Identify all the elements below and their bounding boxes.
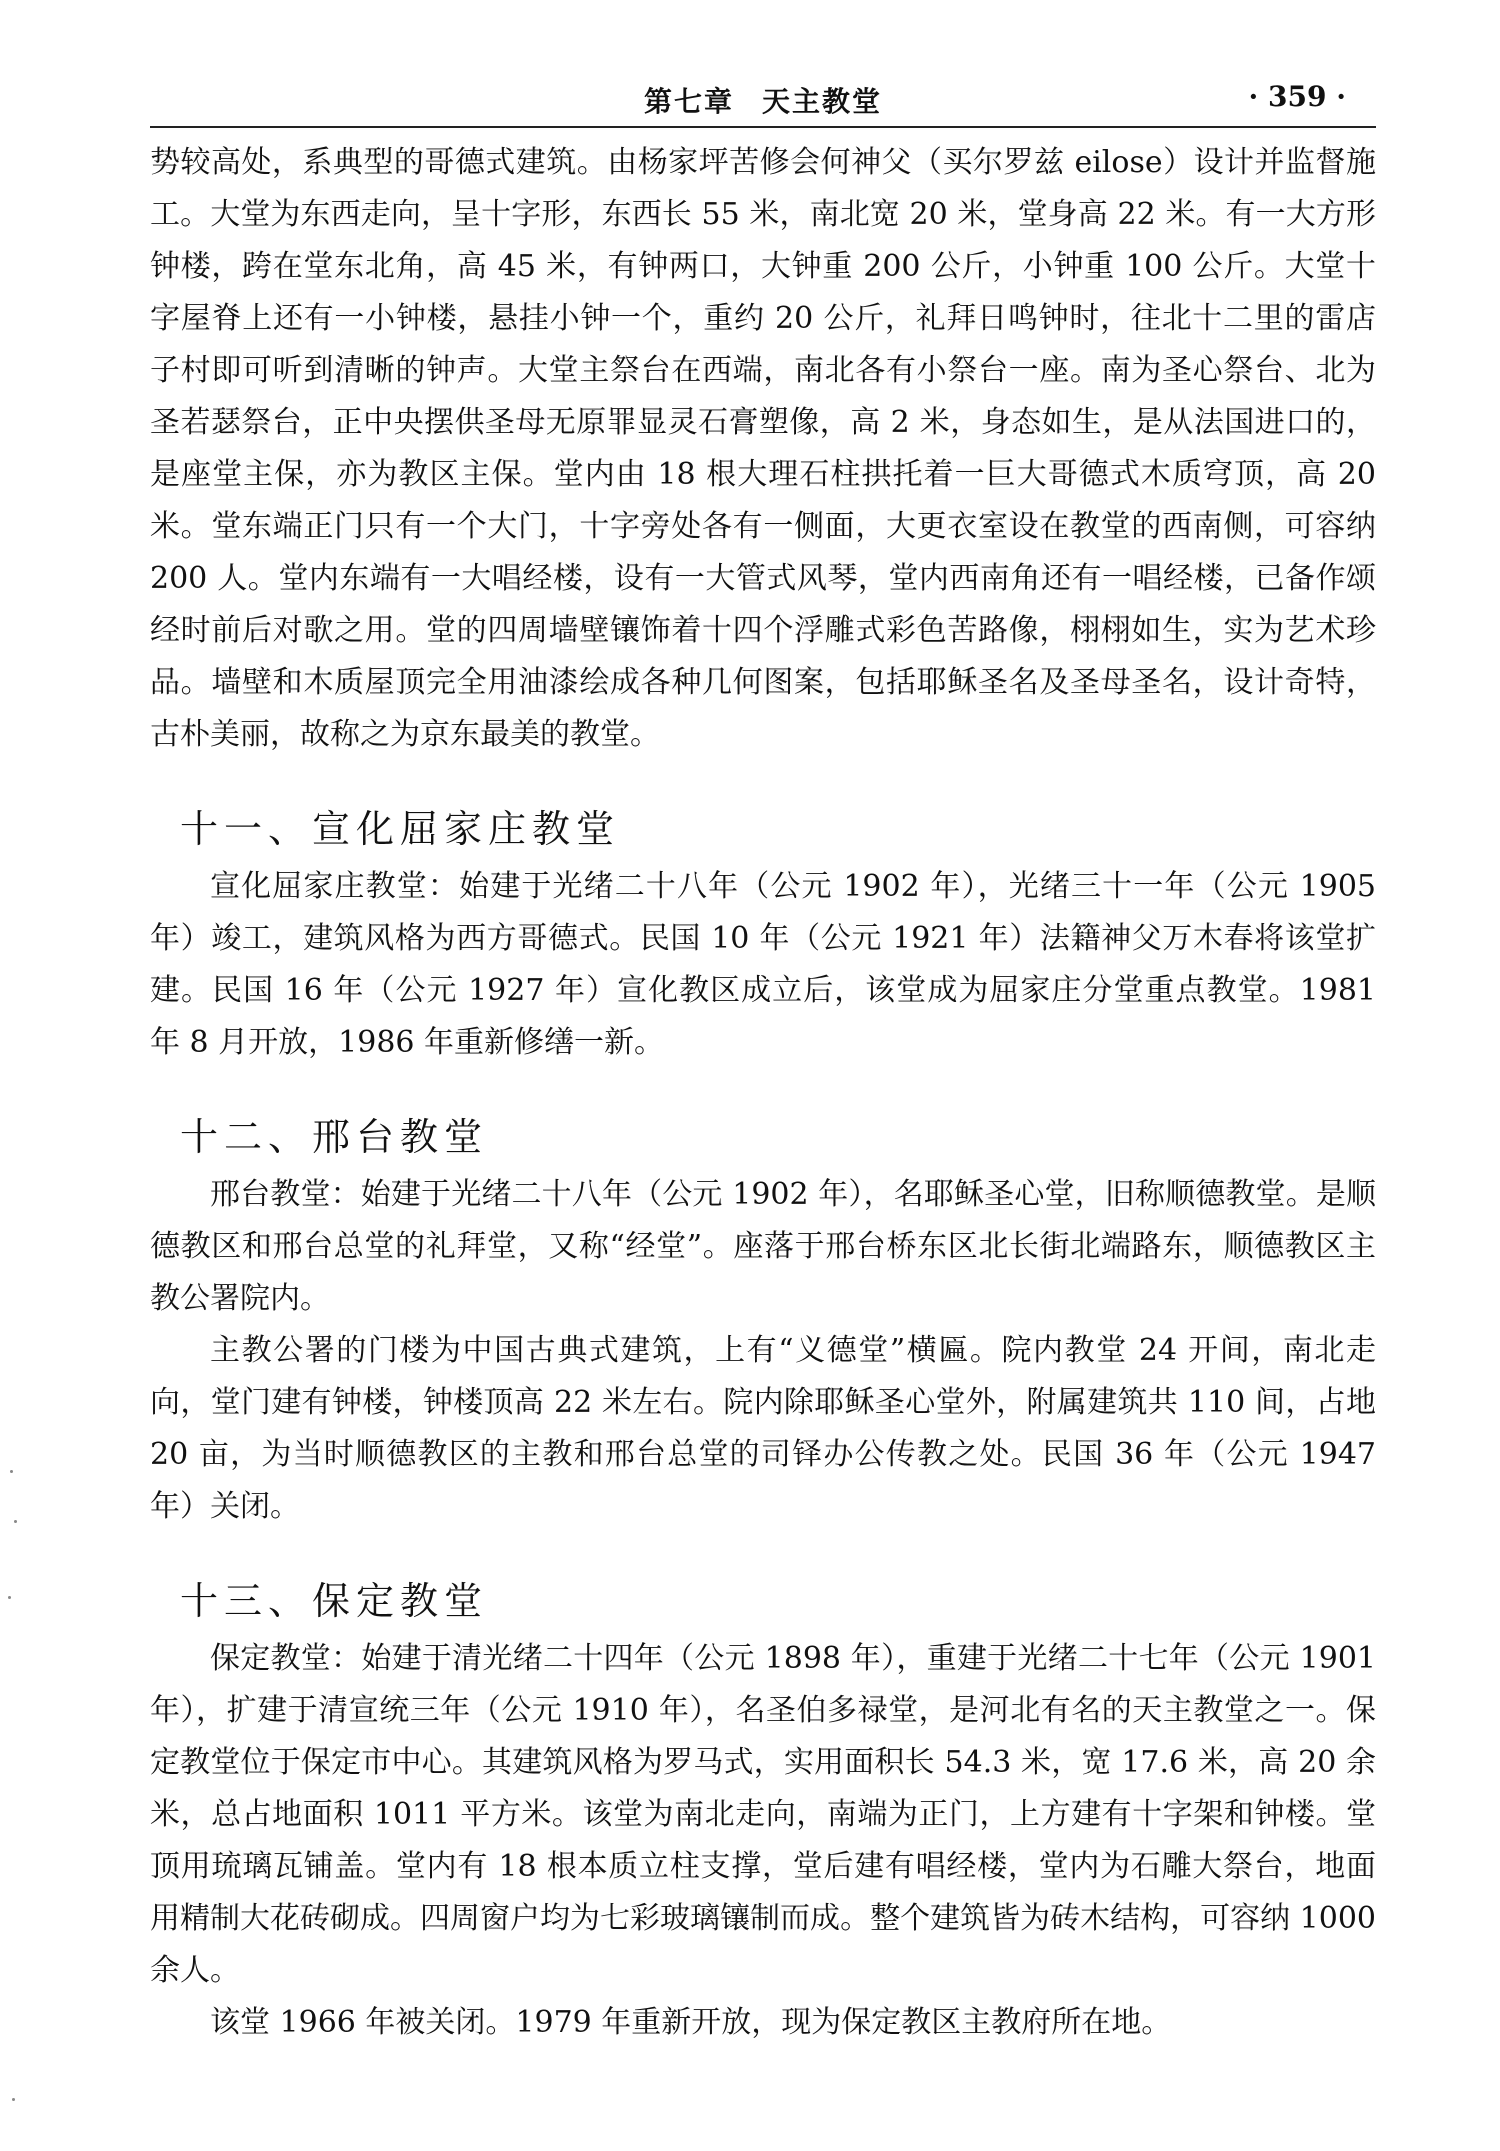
spacer — [150, 853, 1376, 861]
paragraph-xingtai-2: 主教公署的门楼为中国古典式建筑，上有“义德堂”横匾。院内教堂 24 开间，南北走向，堂门建有钟楼，钟楼顶高 22 米左右。院内除耶稣圣心堂外，附属建筑共 110 间，占地 20 亩，为当时顺德教区的主教和邢台总堂的司铎办公传教之处。民国 36 年（公元 1947 年）关闭。 — [150, 1333, 1376, 1524]
chapter-number: 第七章 — [643, 85, 734, 118]
spacer — [150, 1069, 1376, 1113]
paragraph-xingtai-1: 邢台教堂：始建于光绪二十八年（公元 1902 年），名耶稣圣心堂，旧称顺德教堂。是顺德教区和邢台总堂的礼拜堂，又称“经堂”。座落于邢台桥东区北长街北端路东，顺德教区主教公署院内。 — [150, 1177, 1376, 1316]
paragraph-xuanhua: 宣化屈家庄教堂：始建于光绪二十八年（公元 1902 年），光绪三十一年（公元 1905 年）竣工，建筑风格为西方哥德式。民国 10 年（公元 1921 年）法籍神父万木春将该堂扩建。民国 16 年（公元 1927 年）宣化教区成立后，该堂成为屈家庄分堂重点教堂。1981 年 8 月开放，1986 年重新修缮一新。 — [150, 869, 1376, 1060]
spacer — [150, 761, 1376, 805]
spacer — [150, 1161, 1376, 1169]
section-heading-11: 十一、宣化屈家庄教堂 — [180, 807, 621, 851]
section-heading-12: 十二、邢台教堂 — [180, 1115, 489, 1159]
spacer — [150, 1533, 1376, 1577]
running-header — [150, 76, 1376, 128]
scan-speck — [14, 1520, 17, 1523]
paragraph-continued: 势较高处，系典型的哥德式建筑。由杨家坪苦修会何神父（买尔罗兹 eilose）设计并监督施工。大堂为东西走向，呈十字形，东西长 55 米，南北宽 20 米，堂身高 22 米。有一大方形钟楼，跨在堂东北角，高 45 米，有钟两口，大钟重 200 公斤，小钟重 100 公斤。大堂十字屋脊上还有一小钟楼，悬挂小钟一个，重约 20 公斤，礼拜日鸣钟时，往北十二里的雷店子村即可听到清晰的钟声。大堂主祭台在西端，南北各有小祭台一座。南为圣心祭台、北为圣若瑟祭台，正中央摆供圣母无原罪显灵石膏塑像，高 2 米，身态如生，是从法国进口的，是座堂主保，亦为教区主保。堂内由 18 根大理石柱拱托着一巨大哥德式木质穹顶，高 20 米。堂东端正门只有一个大门，十字旁处各有一侧面，大更衣室设在教堂的西南侧，可容纳 200 人。堂内东端有一大唱经楼，设有一大管式风琴，堂内西南角还有一唱经楼，已备作颂经时前后对歌之用。堂的四周墙壁镶饰着十四个浮雕式彩色苦路像，栩栩如生，实为艺术珍品。墙壁和木质屋顶完全用油漆绘成各种几何图案，包括耶稣圣名及圣母圣名，设计奇特，古朴美丽，故称之为京东最美的教堂。 — [150, 145, 1376, 752]
paragraph-baoding-1: 保定教堂：始建于清光绪二十四年（公元 1898 年），重建于光绪二十七年（公元 1901 年），扩建于清宣统三年（公元 1910 年），名圣伯多禄堂，是河北有名的天主教堂之一。保定教堂位于保定市中心。其建筑风格为罗马式，实用面积长 54.3 米，宽 17.6 米，高 20 余米，总占地面积 1011 平方米。该堂为南北走向，南端为正门，上方建有十字架和钟楼。堂顶用琉璃瓦铺盖。堂内有 18 根本质立柱支撑，堂后建有唱经楼，堂内为石雕大祭台，地面用精制大花砖砌成。四周窗户均为七彩玻璃镶制而成。整个建筑皆为砖木结构，可容纳 1000 余人。 — [150, 1641, 1376, 1988]
spacer — [150, 1625, 1376, 1633]
paragraph-baoding-2: 该堂 1966 年被关闭。1979 年重新开放，现为保定教区主教府所在地。 — [210, 2005, 1172, 2040]
page-number: · 359 · — [1248, 80, 1346, 113]
chapter-heading — [150, 80, 1376, 120]
body-text — [150, 137, 1376, 2049]
chapter-title: 天主教堂 — [762, 85, 883, 118]
scan-speck — [10, 1470, 13, 1473]
scan-speck — [8, 1596, 11, 1599]
section-heading-13: 十三、保定教堂 — [180, 1579, 489, 1623]
scan-speck — [12, 2098, 15, 2101]
